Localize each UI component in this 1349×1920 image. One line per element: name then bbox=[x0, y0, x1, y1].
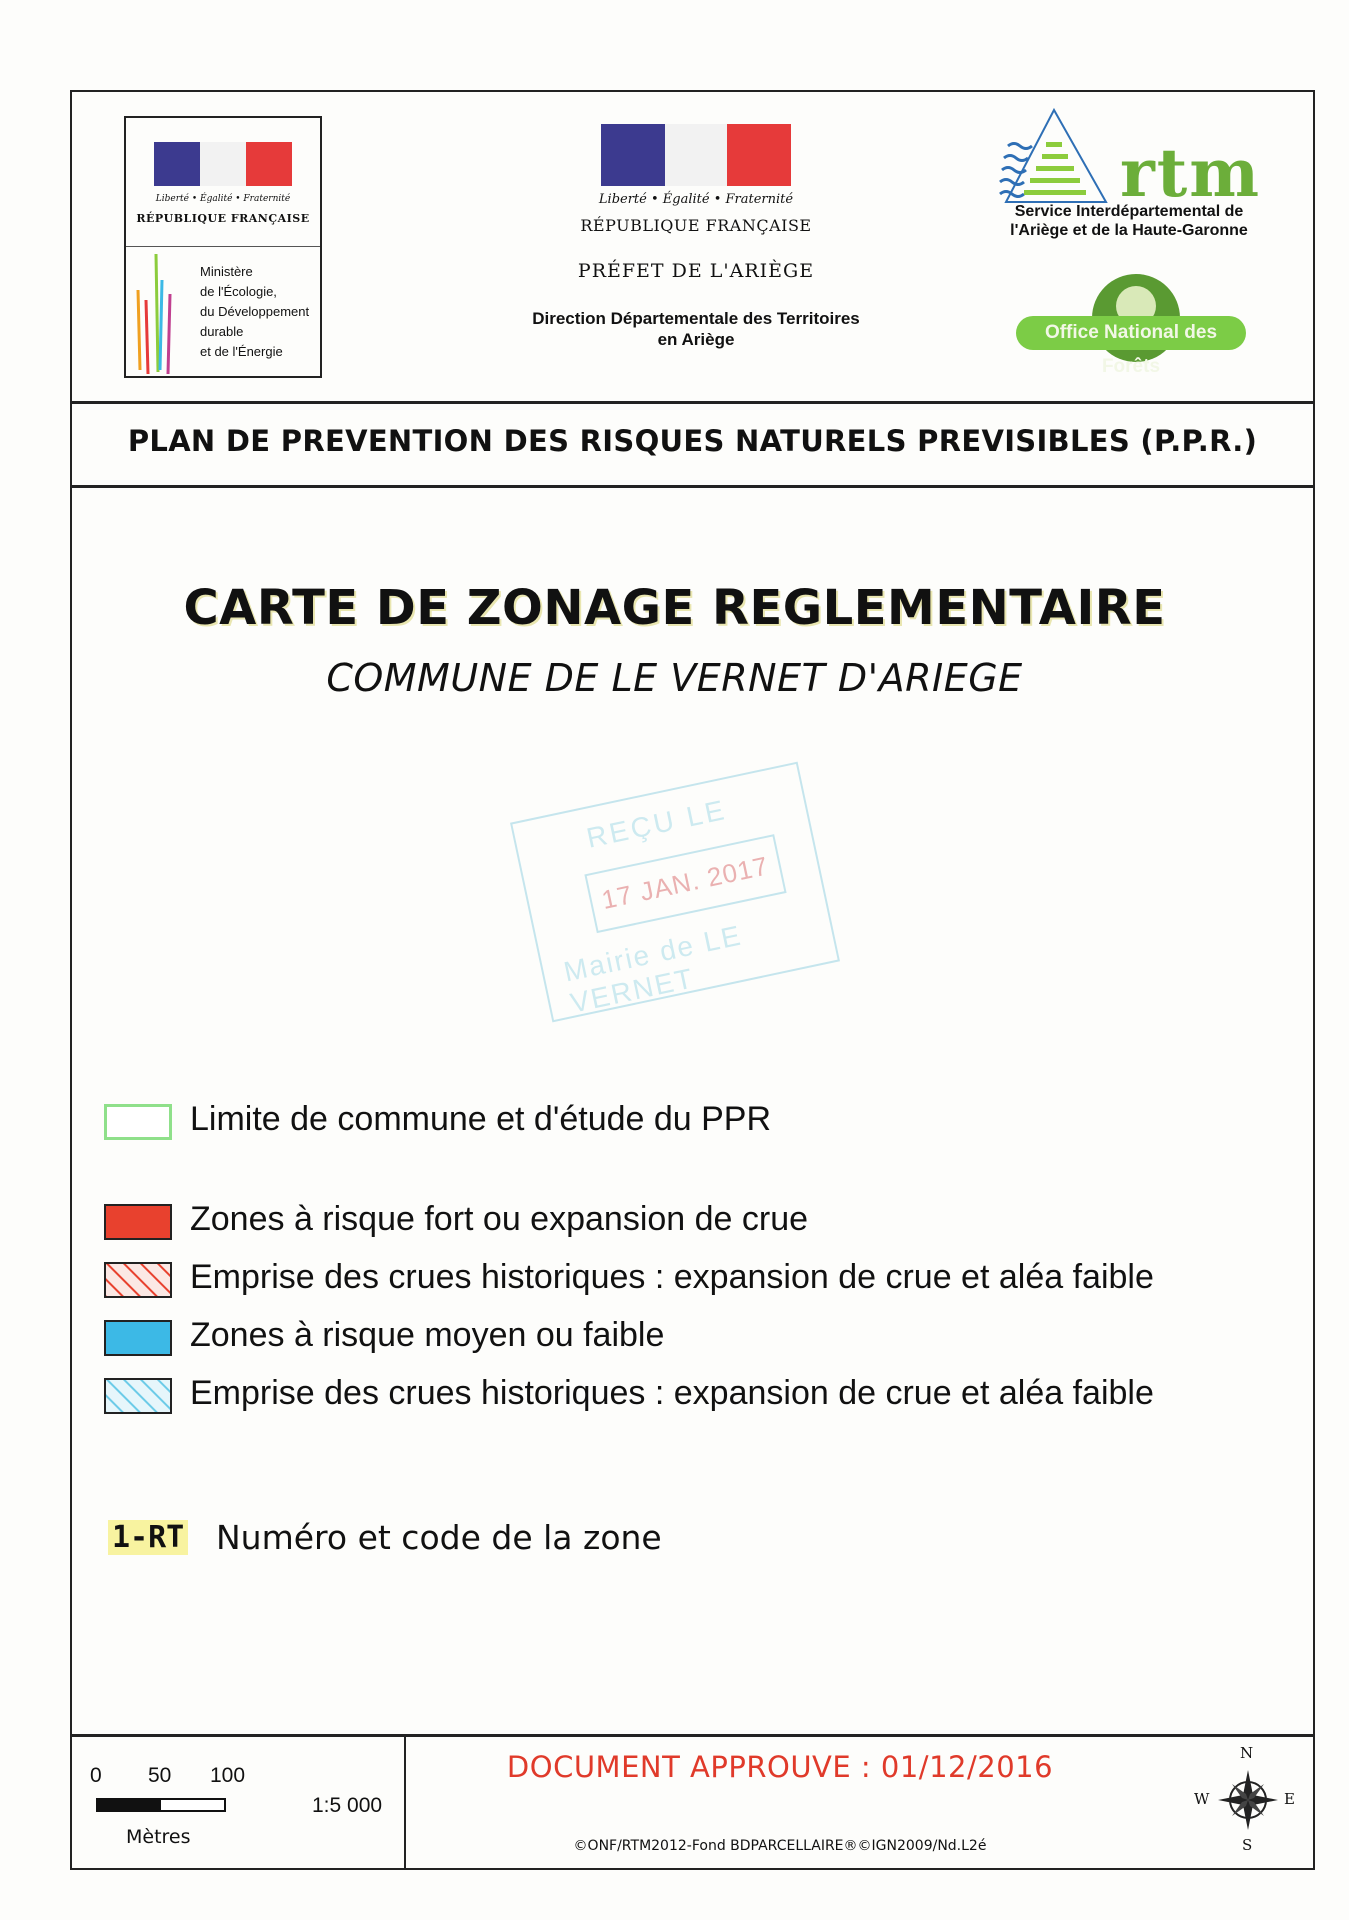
scale-unit: Mètres bbox=[126, 1826, 191, 1848]
commune-title: COMMUNE DE LE VERNET D'ARIEGE bbox=[326, 656, 1023, 700]
scale-bar bbox=[96, 1798, 226, 1812]
legend-swatch-historic-blue bbox=[104, 1378, 172, 1414]
tricolor-flag bbox=[154, 142, 292, 186]
scale-ratio: 1:5 000 bbox=[312, 1794, 383, 1817]
zone-code-sample: 1-RT bbox=[108, 1520, 188, 1555]
approval-date: DOCUMENT APPROUVE : 01/12/2016 bbox=[506, 1750, 1054, 1784]
legend-label-historic-blue: Emprise des crues historiques : expansion de crue et aléa faible bbox=[190, 1374, 1154, 1412]
compass-w: W bbox=[1194, 1790, 1210, 1808]
republic-label-center: RÉPUBLIQUE FRANÇAISE bbox=[580, 216, 812, 235]
republic-label: RÉPUBLIQUE FRANÇAISE bbox=[136, 212, 310, 225]
stamp-date: 17 JAN. 2017 bbox=[599, 850, 772, 916]
prefet-label: PRÉFET DE L'ARIÈGE bbox=[577, 260, 815, 282]
scale-tick-50: 50 bbox=[148, 1764, 172, 1787]
motto-center: Liberté • Égalité • Fraternité bbox=[598, 192, 794, 207]
rtm-logo-icon bbox=[998, 106, 1118, 206]
footer-divider bbox=[404, 1734, 406, 1870]
rtm-wordmark: rtm bbox=[1120, 134, 1262, 212]
compass-rose-icon bbox=[1208, 1768, 1288, 1832]
scale-tick-100: 100 bbox=[210, 1764, 246, 1787]
stamp-received: REÇU LE bbox=[583, 793, 730, 854]
tricolor-flag-center bbox=[601, 124, 791, 186]
onf-banner: Office National des Forêts bbox=[1016, 316, 1246, 350]
map-title: CARTE DE ZONAGE REGLEMENTAIRE bbox=[183, 580, 1166, 636]
legend-swatch-medium-risk bbox=[104, 1320, 172, 1356]
legend-swatch-high-risk bbox=[104, 1204, 172, 1240]
compass-s: S bbox=[1242, 1836, 1253, 1854]
stamp-mairie: Mairie de LE VERNET bbox=[561, 919, 745, 1019]
zone-code-label: Numéro et code de la zone bbox=[216, 1518, 662, 1557]
compass-n: N bbox=[1240, 1744, 1254, 1762]
legend-label-commune: Limite de commune et d'étude du PPR bbox=[190, 1100, 772, 1138]
ministry-lines-icon bbox=[130, 250, 180, 376]
compass-e: E bbox=[1284, 1790, 1295, 1808]
scale-tick-0: 0 bbox=[90, 1764, 102, 1787]
legend-swatch-commune bbox=[104, 1104, 172, 1140]
ministry-logo bbox=[124, 116, 322, 378]
map-credits: ©ONF/RTM2012-Fond BDPARCELLAIRE®©IGN2009/Nd.L2é bbox=[573, 1838, 987, 1854]
legend-label-high-risk: Zones à risque fort ou expansion de crue bbox=[190, 1200, 809, 1238]
motto: Liberté • Égalité • Fraternité bbox=[155, 194, 291, 204]
ministry-name: Ministère de l'Écologie, du Développement durable et de l'Énergie bbox=[200, 264, 310, 359]
legend-label-medium-risk: Zones à risque moyen ou faible bbox=[190, 1316, 665, 1354]
legend-label-historic-red: Emprise des crues historiques : expansion de crue et aléa faible bbox=[190, 1258, 1154, 1296]
plan-title: PLAN DE PREVENTION DES RISQUES NATURELS PREVISIBLES (P.P.R.) bbox=[127, 424, 1258, 458]
direction-label: Direction Départementale des Territoires en Ariège bbox=[532, 309, 860, 349]
legend-swatch-historic-red bbox=[104, 1262, 172, 1298]
rtm-service-label: Service Interdépartemental de l'Ariège et de la Haute-Garonne bbox=[1010, 203, 1248, 239]
logo-divider bbox=[126, 246, 320, 247]
